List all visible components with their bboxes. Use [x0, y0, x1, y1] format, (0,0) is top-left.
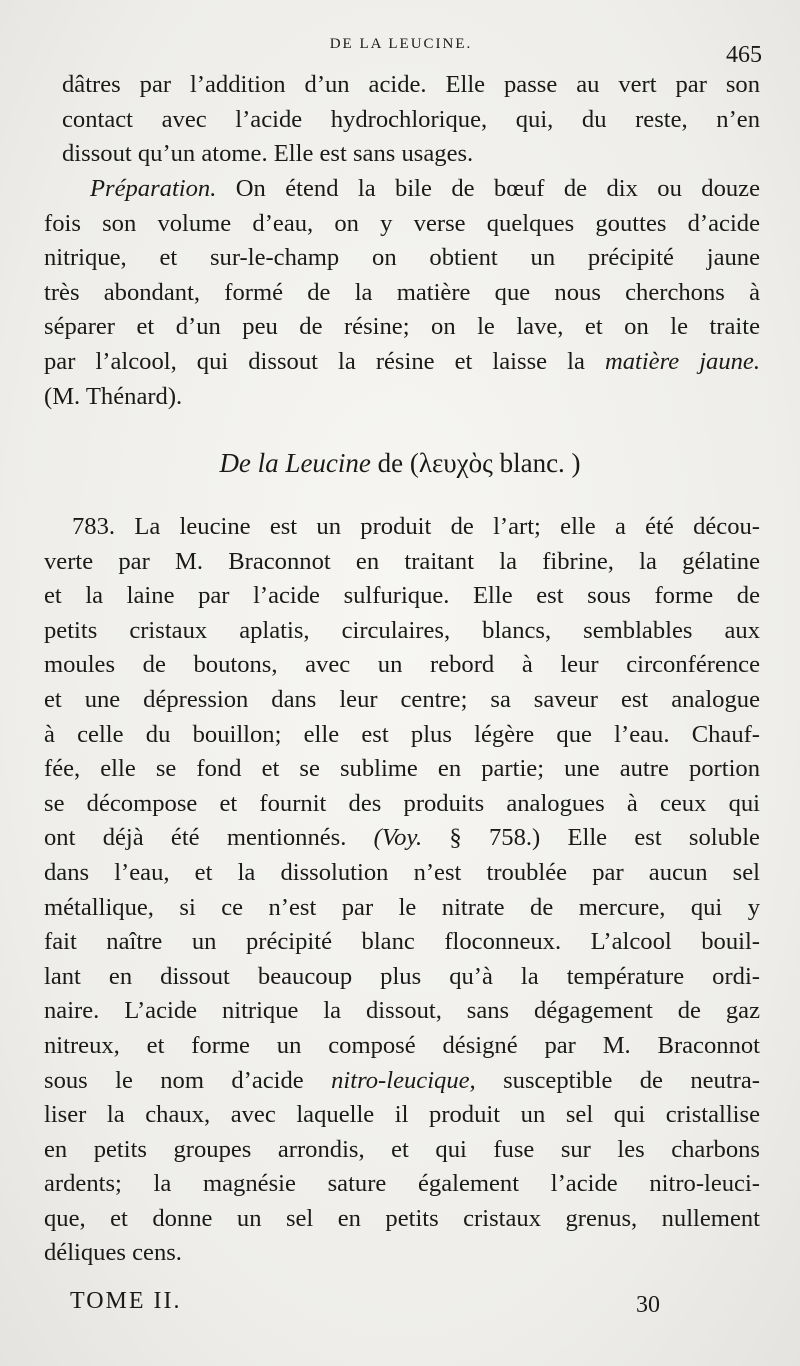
text-line: contact avec l’acide hydrochlorique, qui, du reste, n’en [62, 105, 760, 133]
text-line: fée, elle se fond et se sublime en partie; une autre portion [44, 755, 760, 783]
text-line: (M. Thénard). [44, 382, 183, 410]
text-line [44, 821, 760, 856]
text-line: 783. La leucine est un produit de l’art; elle a été décou- [72, 513, 760, 540]
text-line: se décompose et fournit des produits analogues à ceux qui [44, 789, 760, 817]
text-line: dans l’eau, et la dissolution n’est troublée par aucun sel [44, 858, 760, 886]
running-head: DE LA LEUCINE. [329, 36, 473, 52]
text-line: liser la chaux, avec laquelle il produit un sel qui cristallise [44, 1101, 760, 1129]
text-line: métallique, si ce n’est par le nitrate de mercure, qui y [44, 893, 760, 921]
text-line: séparer et d’un peu de résine; on le lave, et on le traite [44, 313, 760, 341]
gathering-number: 30 [636, 1292, 660, 1318]
text-line: verte par M. Braconnot en traitant la fibrine, la gélatine [44, 547, 760, 575]
text-fragment: On étend la bile de bœuf de dix ou douze [235, 175, 760, 202]
text-line: nitrique, et sur-le-champ on obtient un précipité jaune [44, 244, 760, 272]
page-header [40, 28, 762, 68]
text-line: dissout qu’un atome. Elle est sans usages. [62, 140, 474, 168]
text-line: à celle du bouillon; elle est plus légère que l’eau. Chauf- [44, 720, 760, 748]
paragraph-preparation [44, 172, 760, 414]
text-line: fois son volume d’eau, on y verse quelques gouttes d’acide [44, 209, 760, 237]
text-line: nitreux, et forme un composé désigné par M. Braconnot [44, 1031, 760, 1059]
paragraph-783 [44, 510, 760, 1271]
text-line [44, 345, 760, 380]
cross-reference-label: (Voy. [373, 824, 423, 852]
text-line [62, 172, 760, 207]
text-line: en petits groupes arrondis, et qui fuse sur les charbons [44, 1135, 760, 1163]
section-heading-rest: de (λευχὸς blanc. ) [377, 448, 581, 478]
page-footer [70, 1288, 660, 1328]
preparation-label: Préparation. [90, 175, 217, 202]
text-fragment: ont déjà été mentionnés. [44, 824, 347, 852]
text-line: ardents; la magnésie sature également l’acide nitro-leuci- [44, 1170, 760, 1198]
text-line: petits cristaux aplatis, circulaires, blancs, semblables aux [44, 616, 760, 644]
text-line: moules de boutons, avec un rebord à leur circonférence [44, 651, 760, 679]
text-fragment: par l’alcool, qui dissout la résine et laisse la [44, 347, 585, 375]
section-heading-italic: De la Leucine [219, 448, 371, 478]
text-line: dâtres par l’addition d’un acide. Elle passe au vert par son [62, 71, 760, 98]
text-line [44, 1064, 760, 1099]
text-line: et une dépression dans leur centre; sa saveur est analogue [44, 685, 760, 713]
text-line: fait naître un précipité blanc floconneux. L’alcool bouil- [44, 928, 760, 956]
signature-mark-tome: TOME II. [70, 1288, 182, 1314]
text-line: très abondant, formé de la matière que nous cherchons à [44, 278, 760, 306]
paragraph-continuation [62, 68, 760, 172]
text-fragment: susceptible de neutra- [503, 1066, 760, 1094]
text-line: que, et donne un sel en petits cristaux grenus, nullement [44, 1204, 760, 1232]
page-number: 465 [726, 42, 762, 68]
cross-reference-rest: § 758.) Elle est soluble [449, 824, 760, 852]
section-heading [0, 448, 800, 479]
text-fragment: sous le nom d’acide [44, 1066, 304, 1094]
text-line: lant en dissout beaucoup plus qu’à la température ordi- [44, 962, 760, 990]
text-line: naire. L’acide nitrique la dissout, sans dégagement de gaz [44, 997, 760, 1025]
text-line: déliques cens. [44, 1239, 182, 1267]
emphasis-matiere-jaune: matière jaune. [604, 347, 760, 375]
text-line: et la laine par l’acide sulfurique. Elle est sous forme de [44, 582, 760, 610]
acid-name: nitro-leucique, [331, 1066, 476, 1094]
